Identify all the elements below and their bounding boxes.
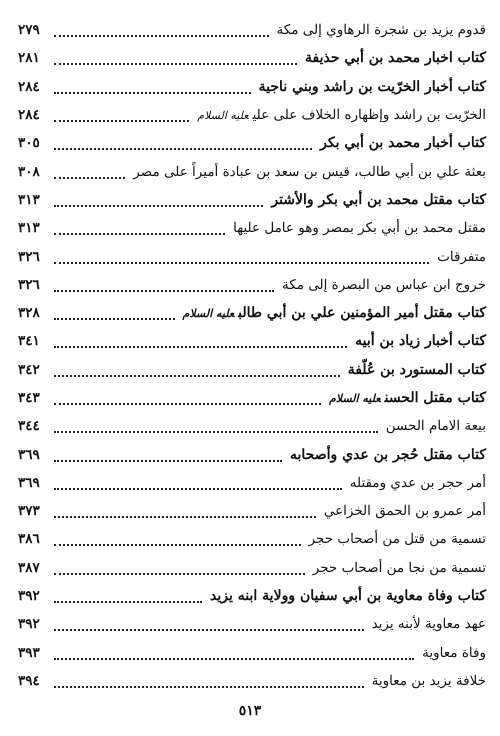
toc-heading-entry xyxy=(14,581,486,609)
entry-page-number: ٢٧٩ xyxy=(18,22,40,39)
entry-title: أمر عمرو بن الحمق الخزاعي xyxy=(323,503,486,520)
toc-heading-entry xyxy=(14,128,486,156)
toc-entry xyxy=(14,524,486,552)
toc-heading-entry xyxy=(14,326,486,354)
toc-heading-entry xyxy=(14,72,486,100)
entry-page-number: ٣١٣ xyxy=(18,220,40,237)
dot-leader xyxy=(54,544,301,546)
entry-title: تسمية من نجا من أصحاب حجر xyxy=(312,559,486,576)
table-of-contents xyxy=(14,15,486,694)
toc-entry xyxy=(14,468,486,496)
toc-entry xyxy=(14,15,486,43)
entry-title: مقتل محمد بن أبي بكر بمصر وهو عامل عليها xyxy=(233,220,486,237)
toc-entry xyxy=(14,156,486,184)
entry-title: بعثة علي بن أبي طالب، قيس بن سعد بن عبادة أميراً على مصر xyxy=(133,163,486,180)
toc-heading-entry xyxy=(14,439,486,467)
dot-leader xyxy=(54,63,297,65)
entry-title: قدوم يزيد بن شجرة الرهاوي إلى مكة xyxy=(276,22,486,39)
entry-title: خلافة يزيد بن معاوية xyxy=(371,672,486,689)
entry-title: كتاب أخبار الخرّيت بن راشد وبني ناجية xyxy=(258,78,486,95)
dot-leader xyxy=(54,148,312,150)
entry-page-number: ٣٠٨ xyxy=(18,163,40,180)
entry-title: الخرّيت بن راشد وإظهاره الخلاف على عليعليه السلام xyxy=(197,107,486,124)
entry-page-number: ٣٨٧ xyxy=(18,559,40,576)
toc-entry xyxy=(14,411,486,439)
honorific-glyph: عليه السلام xyxy=(182,307,235,321)
dot-leader xyxy=(54,92,251,94)
entry-page-number: ٣٩٤ xyxy=(18,672,40,689)
dot-leader xyxy=(54,629,364,631)
entry-title: كتاب أخبار زياد بن أبيه xyxy=(355,333,486,350)
toc-heading-entry xyxy=(14,298,486,326)
toc-entry xyxy=(14,213,486,241)
dot-leader xyxy=(54,403,321,405)
entry-title: كتاب أخبار محمد بن أبي بكر xyxy=(320,135,486,152)
dot-leader xyxy=(54,318,175,320)
entry-page-number: ٣٢٦ xyxy=(18,248,40,265)
entry-page-number: ٢٨٤ xyxy=(18,107,40,124)
dot-leader xyxy=(54,205,263,207)
dot-leader xyxy=(54,375,340,377)
dot-leader xyxy=(54,686,364,688)
entry-page-number: ٣٩٢ xyxy=(18,616,40,633)
entry-title: كتاب اخبار محمد بن أبي حذيفة xyxy=(305,50,486,67)
honorific-glyph: عليه السلام xyxy=(329,392,381,405)
page-number: ٥١٣ xyxy=(238,703,262,719)
entry-title: كتاب وفاة معاوية بن أبي سفيان وولاية ابنه يزيد xyxy=(210,588,486,605)
toc-entry xyxy=(14,241,486,269)
toc-entry xyxy=(14,638,486,666)
dot-leader xyxy=(54,346,347,348)
toc-entry xyxy=(14,100,486,128)
entry-title: كتاب مقتل أمير المؤمنين علي بن أبي طالبعليه السلام xyxy=(182,305,486,322)
entry-page-number: ٣٩٢ xyxy=(18,588,40,605)
entry-title: أمر حجر بن عدي ومقتله xyxy=(349,474,486,491)
toc-heading-entry xyxy=(14,355,486,383)
dot-leader xyxy=(54,573,305,575)
entry-page-number: ٣٨٦ xyxy=(18,531,40,548)
entry-page-number: ٢٨٤ xyxy=(18,78,40,95)
dot-leader xyxy=(54,290,274,292)
entry-page-number: ٣٤٢ xyxy=(18,361,40,378)
entry-page-number: ٣١٣ xyxy=(18,191,40,208)
entry-page-number: ٣٤١ xyxy=(18,333,40,350)
entry-page-number: ٣٢٨ xyxy=(18,305,40,322)
dot-leader xyxy=(54,658,414,660)
dot-leader xyxy=(54,262,429,264)
toc-heading-entry xyxy=(14,185,486,213)
dot-leader xyxy=(54,233,225,235)
dot-leader xyxy=(54,431,378,433)
entry-page-number: ٢٨١ xyxy=(18,50,40,67)
entry-title: خروج ابن عباس من البصرة إلى مكة xyxy=(282,276,486,293)
entry-title: وفاة معاوية xyxy=(422,644,486,661)
toc-entry xyxy=(14,666,486,694)
entry-page-number: ٣٦٩ xyxy=(18,446,40,463)
entry-title: تسمية من قتل من أصحاب حجر xyxy=(308,531,486,548)
entry-page-number: ٣٤٤ xyxy=(18,418,40,435)
honorific-glyph: عليه السلام xyxy=(197,109,249,123)
entry-title: كتاب مقتل الحسنعليه السلام xyxy=(329,390,486,406)
entry-title: كتاب مقتل محمد بن أبي بكر والأشتر xyxy=(271,191,486,208)
entry-title: متفرقات xyxy=(437,248,486,265)
dot-leader xyxy=(54,488,342,490)
dot-leader xyxy=(54,177,125,179)
entry-title: بيعة الامام الحسن xyxy=(385,418,486,435)
dot-leader xyxy=(54,460,282,462)
entry-title: كتاب مقتل حُجر بن عدي وأصحابه xyxy=(290,446,486,463)
entry-page-number: ٣٤٣ xyxy=(18,390,40,406)
entry-page-number: ٣٧٣ xyxy=(18,503,40,520)
toc-entry xyxy=(14,609,486,637)
dot-leader xyxy=(54,516,316,518)
toc-heading-entry xyxy=(14,43,486,71)
dot-leader xyxy=(54,120,189,122)
entry-page-number: ٣٠٥ xyxy=(18,135,40,152)
toc-entry xyxy=(14,496,486,524)
toc-heading-entry xyxy=(14,383,486,411)
toc-entry xyxy=(14,270,486,298)
entry-title: عهد معاوية لأبنه يزيد xyxy=(371,616,486,633)
toc-entry xyxy=(14,553,486,581)
entry-page-number: ٣٢٦ xyxy=(18,276,40,293)
entry-title: كتاب المستورد بن عُلّفة xyxy=(347,361,486,378)
entry-page-number: ٣٩٣ xyxy=(18,644,40,661)
dot-leader xyxy=(54,35,269,37)
entry-page-number: ٣٦٩ xyxy=(18,474,40,491)
dot-leader xyxy=(54,601,202,603)
